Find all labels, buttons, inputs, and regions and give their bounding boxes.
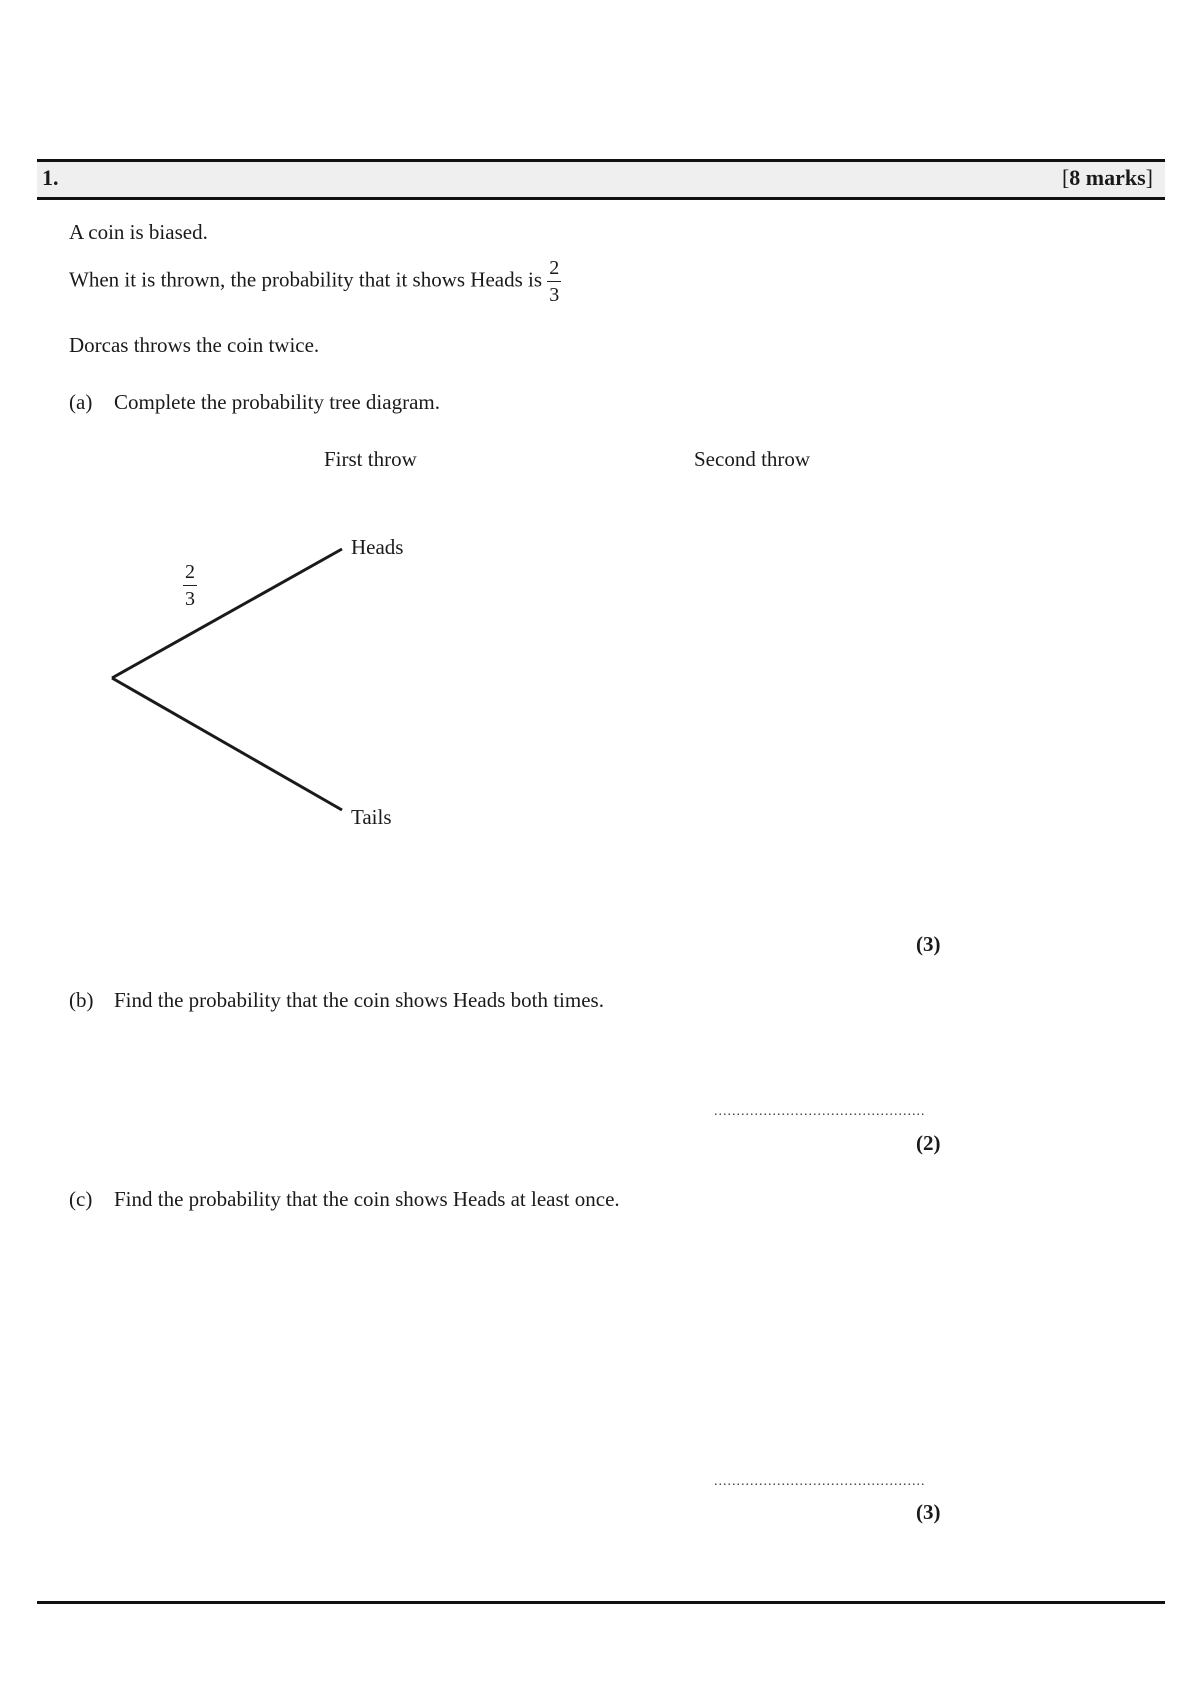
part-a-question: Complete the probability tree diagram. <box>114 390 440 414</box>
tree-heads-probability-numerator: 2 <box>183 562 197 586</box>
intro-line-3: Dorcas throws the coin twice. <box>69 333 320 357</box>
part-c-marks: (3) <box>916 1500 941 1524</box>
tree-heads-probability-denominator: 3 <box>185 588 195 610</box>
tree-label-tails: Tails <box>351 805 392 829</box>
intro-line-2-text: When it is thrown, the probability that it shows Heads is <box>69 267 543 292</box>
part-a-marks: (3) <box>916 932 941 956</box>
tree-branch-tails <box>112 678 342 810</box>
part-b-label: (b) <box>69 988 94 1012</box>
marks-open-bracket: [ <box>1061 165 1070 190</box>
part-a-label: (a) <box>69 390 93 414</box>
part-c-answer-line[interactable]: ............................................... <box>714 1474 926 1489</box>
page-bottom-rule <box>37 1601 1165 1604</box>
heads-probability-denominator: 3 <box>549 284 560 306</box>
tree-heads-probability <box>183 562 197 609</box>
question-number: 1. <box>42 165 59 190</box>
tree-column-second-throw: Second throw <box>694 447 811 471</box>
tree-heads-probability-fraction <box>183 562 197 609</box>
heads-probability-numerator: 2 <box>547 258 561 282</box>
part-c-label: (c) <box>69 1187 93 1211</box>
tree-branch-heads <box>112 549 342 678</box>
tree-label-heads: Heads <box>351 535 404 559</box>
part-c-question: Find the probability that the coin shows Heads at least once. <box>114 1187 620 1211</box>
part-b-answer-line[interactable]: ............................................... <box>714 1104 926 1119</box>
marks-close-bracket: ] <box>1145 165 1153 190</box>
marks-text: 8 marks <box>1069 165 1146 190</box>
intro-line-1: A coin is biased. <box>69 220 208 244</box>
part-b-marks: (2) <box>916 1131 941 1155</box>
part-b-question: Find the probability that the coin shows Heads both times. <box>114 988 604 1012</box>
tree-column-first-throw: First throw <box>324 447 417 471</box>
